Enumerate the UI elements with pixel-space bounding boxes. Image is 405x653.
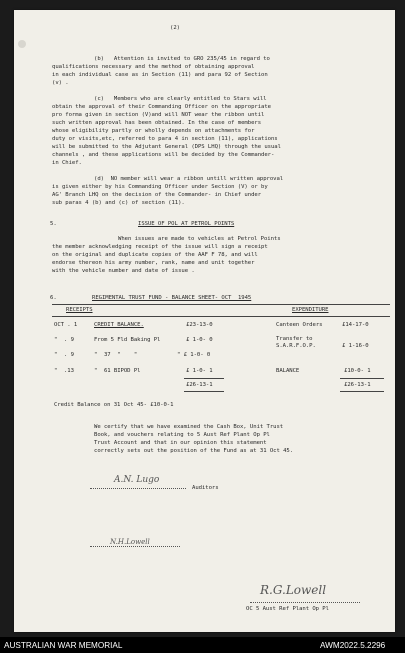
certification-line-4: correctly sets out the position of the Fund as at 31 Oct 45.: [94, 448, 294, 454]
credit-balance-line: Credit Balance on 31 Oct 45- £10-0-1: [54, 402, 174, 408]
footer-accession: AWM2022.5.2296: [320, 641, 386, 650]
auditor-dotted-line-2: [90, 546, 180, 547]
para-c-line-9: in Chief.: [52, 160, 82, 166]
receipt-desc: " 37 " ": [94, 352, 138, 358]
section-6-heading: REGIMENTAL TRUST FUND - BALANCE SHEET- OCT 1945: [92, 295, 252, 301]
expenditure-subtotal-rule: [340, 378, 384, 379]
oc-line: OC 5 Aust Ref Plant Op Pl: [246, 606, 329, 612]
expenditure-total-rule: [340, 391, 384, 392]
para-d-line-1: (d) NO member will wear a ribbon untill written approval: [94, 176, 284, 182]
para-b-line-4: (v) .: [52, 80, 69, 86]
receipt-amount: £ 1-0- 0: [186, 337, 213, 343]
para-b-line-1: (b) Attention is invited to GRO 235/45 in regard to: [94, 56, 270, 62]
page-number: (2): [170, 25, 180, 31]
para-c-line-2: obtain the approval of their Commanding Officer on the appropriate: [52, 104, 271, 110]
expenditure-total: £26-13-1: [344, 382, 371, 388]
receipt-amount: " £ 1-0- 0: [177, 352, 211, 358]
receipt-amount: £23-13-0: [186, 322, 213, 328]
receipt-amount: £ 1-0- 1: [186, 368, 213, 374]
receipts-subtotal-rule: [184, 378, 224, 379]
para-c-line-6: duty or visits,etc, referred to para 4 in section (11), applications: [52, 136, 278, 142]
receipts-total-rule: [184, 391, 224, 392]
section-5-line-4: endorse thereon his army number, rank, name and unit together: [52, 260, 255, 266]
para-d-line-4: sub paras 4 (b) and (c) of section (11).: [52, 200, 185, 206]
footer-institution: AUSTRALIAN WAR MEMORIAL: [4, 641, 123, 650]
receipt-date: " .13: [54, 368, 74, 374]
para-c-line-1: (c) Members who are clearly entitled to Stars will: [94, 96, 267, 102]
receipt-date: " . 9: [54, 352, 74, 358]
expenditure-label: EXPENDITURE: [292, 307, 329, 313]
certification-line-1: We certify that we have examined the Cash Box, Unit Trust: [94, 424, 284, 430]
oc-signature: R.G.Lowell: [260, 583, 327, 597]
receipt-desc: " 61 BIPOD Pl: [94, 368, 141, 374]
certification-line-3: Trust Account and that in our opinion this statement: [94, 440, 267, 446]
receipts-label: RECEIPTS: [66, 307, 93, 313]
document-page: [14, 10, 395, 632]
expenditure-amount: £ 1-16-0: [342, 343, 369, 349]
para-c-line-4: such written approval has been obtained. In the case of members: [52, 120, 262, 126]
auditor-signature-2: N.H.Lowell: [110, 538, 150, 546]
archive-footer: [0, 637, 405, 653]
receipt-desc: From 5 Fld Baking Pl: [94, 337, 161, 343]
expenditure-desc: Transfer to S.A.R.F.O.P.: [276, 336, 316, 349]
section-6-number: 6.: [50, 295, 57, 301]
section-5-line-5: with the vehicle number and date of issue .: [52, 268, 195, 274]
para-b-line-3: in each individual case as in Section (11) and para 92 of Section: [52, 72, 268, 78]
para-d-line-2: is given either by his Commanding Officer under Section (V) or by: [52, 184, 268, 190]
expenditure-desc: BALANCE: [276, 368, 300, 374]
section-5-line-2: the member acknowledging receipt of the issue will sign a receipt: [52, 244, 268, 250]
certification-line-2: Book, and vouchers relating to 5 Aust Ref Plant Op Pl: [94, 432, 270, 438]
para-c-line-5: whose eligibility partly or wholly depends on attachments for: [52, 128, 255, 134]
receipts-total: £26-13-1: [186, 382, 213, 388]
punch-hole: [18, 40, 26, 48]
auditors-label: Auditors: [192, 485, 219, 491]
auditor-signature-1: A.N. Lugo: [114, 475, 160, 485]
receipt-date: OCT . 1: [54, 322, 78, 328]
expenditure-amount: £14-17-0: [342, 322, 369, 328]
para-c-line-8: channels , and these applications will be decided by the Commander-: [52, 152, 275, 158]
section-5-number: 5.: [50, 221, 57, 227]
auditor-dotted-line-1: [90, 488, 186, 489]
expenditure-desc: Canteen Orders: [276, 322, 323, 328]
expenditure-amount: £10-0- 1: [344, 368, 371, 374]
para-d-line-3: AG' Branch LHQ on the decision of the Commander- in Chief under: [52, 192, 262, 198]
section-5-heading: ISSUE OF POL AT PETROL POINTS: [138, 221, 235, 227]
para-b-line-2: qualifications necessary and the method of obtaining approval: [52, 64, 255, 70]
para-c-line-7: will be submitted to the Adjutant General (DPS LHQ) through the usual: [52, 144, 281, 150]
para-c-line-3: pro forma given in section (V)and will NOT wear the ribbon until: [52, 112, 265, 118]
section-5-line-1: When issues are made to vehicles at Petrol Points: [118, 236, 281, 242]
section-5-line-3: on the original and duplicate copies of the AAF F 78, and will: [52, 252, 258, 258]
heading-rule: [52, 304, 390, 305]
receipt-desc: CREDIT BALANCE.: [94, 322, 144, 328]
header-rule: [52, 316, 390, 317]
receipt-date: " . 9: [54, 337, 74, 343]
oc-dotted-line: [250, 602, 360, 603]
